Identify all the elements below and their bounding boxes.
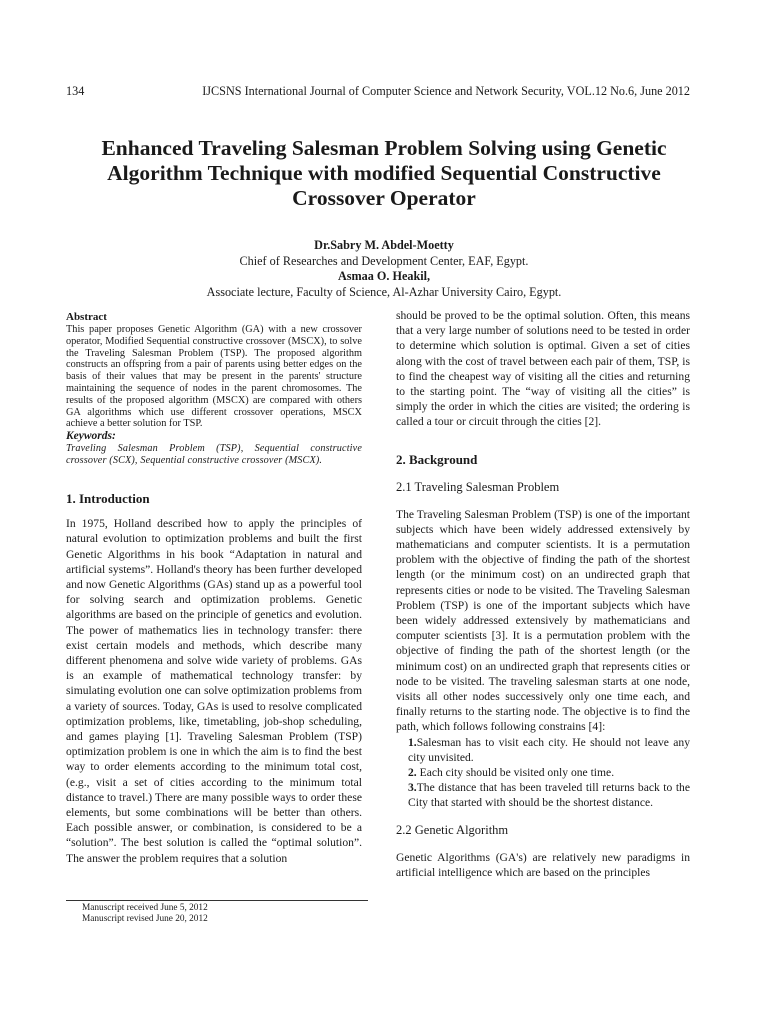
footnotes <box>82 903 208 924</box>
title-line: Enhanced Traveling Salesman Problem Solving using Genetic <box>101 136 667 160</box>
list-item: 2. Each city should be visited only one time. <box>408 766 615 780</box>
constraints-list <box>396 735 690 811</box>
author-affiliation: Chief of Researches and Development Center, EAF, Egypt. <box>239 253 529 268</box>
tsp-text: The Traveling Salesman Problem (TSP) is one of the important subjects which have been widely addressed extensively by mathematicians and computer scientists. It is a permutation problem with the objective of finding the path of the shortest length (or the minimum cost) on an undirected graph that represents cities or node to be visited. The Traveling Salesman Problem (TSP) is one of the important subjects which have been widely addressed extensively by mathematicians and computer scientists [3]. It is a permutation problem with the objective of finding the path of the shortest length (or the minimum cost) on an undirected graph that represents cities or node to be visited. The traveling salesman starts at one node, visits all other nodes successively only one time each, and finally returns to the starting node. The objective is to find the path, which follows following constrains [4]: <box>396 507 690 734</box>
author-name: Asmaa O. Heakil, <box>337 269 431 283</box>
subsection-heading-tsp: 2.1 Traveling Salesman Problem <box>396 479 560 494</box>
abstract-text: This paper proposes Genetic Algorithm (GA) with a new crossover operator, Modified Sequential constructive crossover (MSCX), to solve the Traveling Salesman Problem (TSP). The proposed algorithm constructs an offspring from a pair of parents using better edges on the basis of their values that may be present in the parents' structure maintaining the sequence of nodes in the parent chromosomes. The results of the proposed algorithm (MSCX) are compared with others GA algorithms which use different crossover operations, MSCX achieve a better solution for TSP. <box>66 324 362 430</box>
section-heading-introduction: 1. Introduction <box>66 491 150 507</box>
abstract-heading: Abstract <box>66 311 107 323</box>
manuscript-received: Manuscript received June 5, 2012 <box>82 903 208 913</box>
title-line: Crossover Operator <box>292 186 476 210</box>
keywords-text: Traveling Salesman Problem (TSP), Sequential constructive crossover (SCX), Sequential constructive crossover (MSCX). <box>66 443 362 467</box>
footnote-rule <box>66 900 368 901</box>
subsection-heading-ga: 2.2 Genetic Algorithm <box>396 822 509 837</box>
journal-name: IJCSNS International Journal of Computer Science and Network Security, VOL.12 No.6, June 2012 <box>202 84 690 98</box>
keywords-heading: Keywords: <box>66 430 116 443</box>
list-item: 1.Salesman has to visit each city. He should not leave any city unvisited. <box>408 735 690 764</box>
introduction-continued-text: should be proved to be the optimal solution. Often, this means that a very large number of solutions need to be tested in order to determine which solution is optimal. Given a set of cities along with the cost of travel between each pair of them, TSP, is to find the cheapest way of visiting all the cities and returning to the starting point. The “way of visiting all the cities” is simply the order in which the cities are visited; the ordering is called a tour or circuit through the cities [2]. <box>396 309 690 429</box>
author-affiliation: Associate lecture, Faculty of Science, Al-Azhar University Cairo, Egypt. <box>206 284 562 299</box>
page-number: 134 <box>66 84 85 98</box>
title-line: Algorithm Technique with modified Sequential Constructive <box>107 161 661 185</box>
left-column <box>66 311 362 866</box>
right-column <box>396 308 690 880</box>
list-item: 3.The distance that has been traveled till returns back to the City that started with should be the shortest distance. <box>408 781 690 810</box>
author-block <box>60 238 708 300</box>
section-heading-background: 2. Background <box>396 451 478 467</box>
ga-text: Genetic Algorithms (GA's) are relatively new paradigms in artificial intelligence which are based on the principles <box>396 850 690 879</box>
paper-title <box>60 136 708 211</box>
introduction-text: In 1975, Holland described how to apply the principles of natural evolution to optimization problems and built the first Genetic Algorithms in his book “Adaptation in natural and artificial systems”. Holland's theory has been further developed and now Genetic Algorithms (GAs) stand up as a powerful tool for solving search and optimization problems. Genetic algorithms are based on the principle of genetics and evolution. The power of mathematics lies in technology transfer: there exist certain models and methods, which describe many different phenomena and solve wide variety of problems. GAs is an example of mathematical technology transfer: by simulating evolution one can solve optimization problems from a variety of sources. Today, GAs is used to resolve complicated optimization problems, like, timetabling, job-shop scheduling, and games playing [1]. Traveling Salesman Problem (TSP) optimization problem is one in which the aim is to find the best way to order elements according to the minimum total cost, (e.g., visit a set of cities according to the minimum total distance to travel.) There are many possible ways to order these elements, but some combinations will be better than others. Each possible answer, or combination, is considered to be a “solution”. The best solution is called the “optimal solution”. The answer the problem requires that a solution <box>66 517 362 865</box>
manuscript-revised: Manuscript revised June 20, 2012 <box>82 913 208 924</box>
author-name: Dr.Sabry M. Abdel-Moetty <box>314 238 454 252</box>
